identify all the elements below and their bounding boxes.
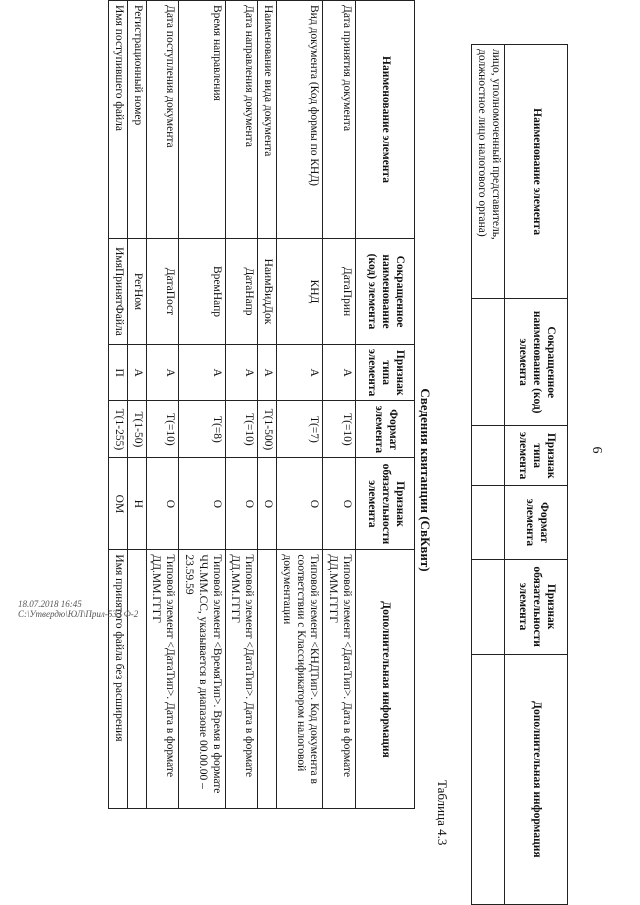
prev-header-name: Наименование элемента [505, 45, 568, 299]
cell-element-name: Вид документа (Код формы по КНД) [277, 1, 323, 239]
cell-element-required: О [146, 458, 179, 550]
cell-element-required: ОМ [109, 458, 128, 550]
cell-element-format: Т(=10) [323, 401, 356, 458]
table-row [179, 1, 225, 809]
cell-element-format: Т(=8) [179, 401, 225, 458]
cell-element-code: РегНом [127, 239, 146, 345]
cell-element-type: А [323, 345, 356, 401]
table-title: Сведения квитанции (СвКвит) [418, 388, 433, 572]
cell-element-required: О [323, 458, 356, 550]
prev-cell-info [472, 654, 505, 904]
cell-element-code: НаимВидДок [258, 239, 277, 345]
file-stamp [18, 600, 138, 620]
cell-element-format: Т(1-255) [109, 401, 128, 458]
stamp-line: C:\Утвердю\ЮЛ\Прил-533 Ф-2 [18, 608, 139, 619]
cell-additional-info: Типовой элемент <ДатаТип>. Дата в формате ДД.ММ.ГГГГ [225, 550, 258, 809]
prev-header-code: Сокращенное наименование (код) элемента [505, 299, 568, 426]
cell-element-type: А [179, 345, 225, 401]
cell-element-format: Т(=10) [225, 401, 258, 458]
cell-additional-info: Типовой элемент <ДатаТип>. Дата в формате ДД.ММ.ГГГГ [146, 550, 179, 809]
cell-additional-info: Типовой элемент <ДатаТип>. Дата в формате ДД.ММ.ГГГГ [323, 550, 356, 809]
cell-element-format: Т(=10) [146, 401, 179, 458]
page-number: 6 [589, 446, 604, 454]
cell-element-type: А [258, 345, 277, 401]
cell-element-name: Регистрационный номер [127, 1, 146, 239]
cell-element-type: А [277, 345, 323, 401]
prev-cell-type [472, 426, 505, 486]
table-row [323, 1, 356, 809]
cell-element-required: О [179, 458, 225, 550]
prev-header-required: Признак обязательности элемента [505, 559, 568, 654]
cell-element-required: Н [127, 458, 146, 550]
stamp-line: 18.07.2018 16:45 [18, 599, 82, 609]
table-row [225, 1, 258, 809]
cell-element-type: А [146, 345, 179, 401]
cell-element-code: КНД [277, 239, 323, 345]
cell-element-name: Время направления [179, 1, 225, 239]
cell-element-format: Т(1-50) [127, 401, 146, 458]
prev-cell-required [472, 559, 505, 654]
prev-header-type: Признак типа элемента [505, 426, 568, 486]
header-additional-info: Дополнительная информация [356, 550, 415, 809]
cell-element-required: О [225, 458, 258, 550]
cell-element-format: Т(=7) [277, 401, 323, 458]
cell-element-name: Дата поступления документа [146, 1, 179, 239]
cell-additional-info [258, 550, 277, 809]
table-row [109, 1, 128, 809]
table-row [258, 1, 277, 809]
cell-element-name: Наименование вида документа [258, 1, 277, 239]
cell-element-code: ДатаНапр [225, 239, 258, 345]
prev-header-format: Формат элемента [505, 486, 568, 560]
cell-element-code: ДатаПост [146, 239, 179, 345]
cell-element-name: Дата направления документа [225, 1, 258, 239]
cell-element-code: ИмяПринятФайла [109, 239, 128, 345]
cell-additional-info: Типовой элемент <ВремяТип>. Время в формате ЧЧ.ММ.СС, указывается в диапазоне 00.00.00 – 23.59.59 [179, 550, 225, 809]
cell-element-name: Имя поступившего файла [109, 1, 128, 239]
cell-element-format: Т(1-500) [258, 401, 277, 458]
prev-cell-format [472, 486, 505, 560]
header-element-code: Сокращенное наименование (код) элемента [356, 239, 415, 345]
prev-cell-code [472, 299, 505, 426]
cell-element-type: А [225, 345, 258, 401]
cell-element-required: О [258, 458, 277, 550]
cell-additional-info: Имя принятого файла без расширения [109, 550, 128, 809]
cell-element-name: Дата принятия документа [323, 1, 356, 239]
cell-element-required: О [277, 458, 323, 550]
table-row [127, 1, 146, 809]
table-label: Таблица 4.3 [435, 780, 450, 846]
table-row [146, 1, 179, 809]
cell-additional-info: Типовой элемент <КНДТип>. Код документа в соответствии с Классификатором налоговой документации [277, 550, 323, 809]
cell-element-type: П [109, 345, 128, 401]
prev-cell-name: лицо, уполномоченный представитель, должностное лицо налогового органа) [472, 45, 505, 299]
cell-element-code: ДатаПрин [323, 239, 356, 345]
header-element-format: Формат элемента [356, 401, 415, 458]
prev-table-row [472, 45, 505, 905]
header-element-type: Признак типа элемента [356, 345, 415, 401]
previous-table [471, 44, 568, 905]
header-element-name: Наименование элемента [356, 1, 415, 239]
header-element-required: Признак обязательности элемента [356, 458, 415, 550]
cell-element-code: ВремНапр [179, 239, 225, 345]
prev-header-info: Дополнительная информация [505, 654, 568, 904]
cell-additional-info [127, 550, 146, 809]
main-table [108, 0, 415, 809]
table-row [277, 1, 323, 809]
cell-element-type: А [127, 345, 146, 401]
